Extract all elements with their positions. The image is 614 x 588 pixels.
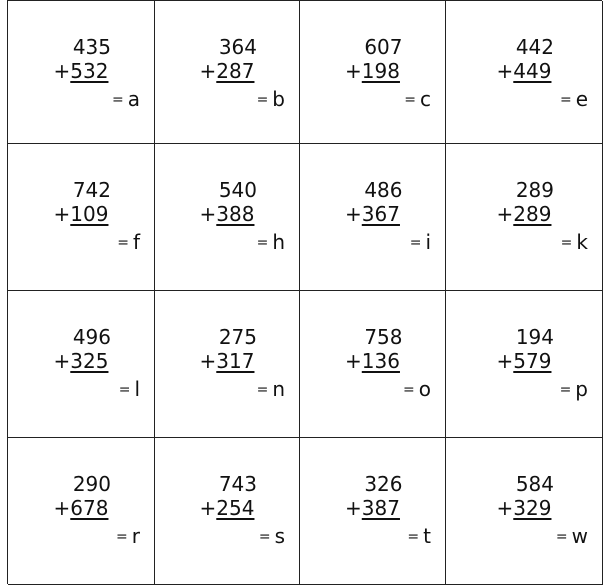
answer-letter: p <box>575 377 588 401</box>
addend-top: 743 <box>218 472 257 496</box>
addend-bottom-line <box>155 202 299 226</box>
addend-bottom: 579 <box>513 349 552 373</box>
plus-sign: + <box>53 59 71 83</box>
addend-top: 486 <box>364 178 403 202</box>
addition-problem <box>155 472 299 520</box>
addend-top: 275 <box>218 325 257 349</box>
addend-top: 442 <box>515 35 554 59</box>
equals-sign: = <box>559 92 572 108</box>
addition-problem <box>155 178 299 226</box>
addend-bottom: 109 <box>70 202 109 226</box>
plus-sign: + <box>496 496 514 520</box>
addend-top-line <box>446 35 602 59</box>
answer-letter: l <box>134 377 140 401</box>
answer-letter-label <box>407 524 431 549</box>
plus-sign: + <box>53 349 71 373</box>
addend-bottom: 678 <box>70 496 109 520</box>
addend-bottom: 317 <box>216 349 255 373</box>
problem-cell <box>446 291 603 438</box>
addend-bottom: 198 <box>361 59 400 83</box>
answer-letter-label <box>560 377 588 402</box>
addition-problem <box>155 325 299 373</box>
equals-sign: = <box>116 529 128 545</box>
problem-cell <box>155 438 300 585</box>
equals-sign: = <box>118 382 131 398</box>
answer-letter: e <box>575 87 588 111</box>
answer-letter: b <box>272 87 285 111</box>
problem-cell <box>300 144 446 291</box>
addend-top-line <box>300 35 445 59</box>
addend-top-line <box>155 325 299 349</box>
equals-sign: = <box>560 235 573 251</box>
plus-sign: + <box>496 349 514 373</box>
addend-top-line <box>155 472 299 496</box>
answer-letter: s <box>274 524 285 548</box>
addend-top-line <box>446 178 602 202</box>
addend-top-line <box>446 472 602 496</box>
problem-cell <box>446 144 603 291</box>
equals-sign: = <box>256 92 269 108</box>
answer-letter-label <box>257 87 285 112</box>
plus-sign: + <box>53 202 71 226</box>
addend-bottom: 254 <box>216 496 255 520</box>
addend-bottom-line <box>8 496 154 520</box>
problem-cell <box>8 1 155 144</box>
addend-top-line <box>155 35 299 59</box>
equals-sign: = <box>403 382 415 398</box>
answer-letter-label <box>117 230 140 255</box>
equals-sign: = <box>559 382 572 398</box>
addend-bottom-line <box>446 202 602 226</box>
plus-sign: + <box>199 202 217 226</box>
addend-bottom: 449 <box>513 59 552 83</box>
addend-bottom: 532 <box>70 59 109 83</box>
addend-bottom: 329 <box>513 496 552 520</box>
addition-problem <box>300 472 445 520</box>
problem-cell <box>300 438 446 585</box>
equals-sign: = <box>256 382 269 398</box>
addend-bottom: 367 <box>361 202 400 226</box>
equals-sign: = <box>407 529 420 545</box>
addend-bottom: 289 <box>513 202 552 226</box>
problem-cell <box>300 1 446 144</box>
addend-bottom-line <box>155 349 299 373</box>
addend-bottom: 287 <box>216 59 255 83</box>
answer-letter-label <box>404 87 431 112</box>
addend-top-line <box>8 325 154 349</box>
addend-top-line <box>300 325 445 349</box>
addend-top-line <box>446 325 602 349</box>
addend-bottom-line <box>300 202 445 226</box>
problem-cell <box>155 291 300 438</box>
addend-top: 194 <box>515 325 554 349</box>
plus-sign: + <box>496 59 514 83</box>
addition-problem <box>446 472 602 520</box>
addition-problem <box>8 325 154 373</box>
addend-top: 540 <box>218 178 257 202</box>
answer-letter: a <box>127 87 140 111</box>
equals-sign: = <box>256 235 269 251</box>
problem-cell <box>8 291 155 438</box>
answer-letter: o <box>418 377 431 401</box>
equals-sign: = <box>117 235 129 251</box>
addend-top: 584 <box>515 472 554 496</box>
equals-sign: = <box>112 92 124 108</box>
answer-letter: h <box>272 230 285 254</box>
addend-top: 758 <box>364 325 403 349</box>
addition-problem <box>300 325 445 373</box>
plus-sign: + <box>345 202 362 226</box>
answer-letter-label <box>119 377 140 402</box>
addition-problem <box>446 325 602 373</box>
addend-top: 326 <box>364 472 403 496</box>
addition-problem <box>300 178 445 226</box>
problem-cell <box>446 1 603 144</box>
answer-letter: k <box>576 230 588 254</box>
addition-problem <box>8 472 154 520</box>
addend-top-line <box>300 472 445 496</box>
addition-problem <box>446 178 602 226</box>
problem-cell <box>155 144 300 291</box>
addend-top: 290 <box>72 472 111 496</box>
equals-sign: = <box>258 529 271 545</box>
plus-sign: + <box>53 496 71 520</box>
addend-bottom-line <box>446 496 602 520</box>
answer-letter-label <box>257 377 285 402</box>
addition-problem <box>8 35 154 83</box>
answer-letter: n <box>272 377 285 401</box>
addend-top: 289 <box>515 178 554 202</box>
addend-bottom-line <box>155 496 299 520</box>
addition-problem <box>155 35 299 83</box>
addend-bottom-line <box>8 349 154 373</box>
plus-sign: + <box>199 496 217 520</box>
answer-letter-label <box>561 230 588 255</box>
plus-sign: + <box>345 349 362 373</box>
addend-top: 435 <box>72 35 111 59</box>
answer-letter-label <box>257 230 285 255</box>
addend-top-line <box>155 178 299 202</box>
addend-bottom: 388 <box>216 202 255 226</box>
addition-problem <box>446 35 602 83</box>
addend-top: 496 <box>72 325 111 349</box>
equals-sign: = <box>404 92 416 108</box>
problem-cell <box>8 144 155 291</box>
addend-bottom: 136 <box>361 349 400 373</box>
addition-problem <box>300 35 445 83</box>
addend-top-line <box>8 178 154 202</box>
addend-top-line <box>8 35 154 59</box>
answer-letter: f <box>132 230 140 254</box>
answer-letter-label <box>116 524 140 549</box>
addend-bottom-line <box>8 202 154 226</box>
addition-problem <box>8 178 154 226</box>
answer-letter: c <box>420 87 431 111</box>
equals-sign: = <box>409 235 422 251</box>
addend-bottom: 325 <box>70 349 109 373</box>
addend-bottom-line <box>300 496 445 520</box>
problem-cell <box>8 438 155 585</box>
plus-sign: + <box>199 349 217 373</box>
answer-letter: r <box>131 524 140 548</box>
addend-top: 364 <box>218 35 257 59</box>
addend-bottom-line <box>300 349 445 373</box>
plus-sign: + <box>345 496 362 520</box>
addend-bottom-line <box>446 59 602 83</box>
plus-sign: + <box>199 59 217 83</box>
addend-bottom: 387 <box>361 496 400 520</box>
addend-top: 607 <box>364 35 403 59</box>
answer-letter-label <box>556 524 588 549</box>
answer-letter-label <box>560 87 588 112</box>
answer-letter: w <box>571 524 588 548</box>
answer-letter: t <box>423 524 431 548</box>
addend-top: 742 <box>72 178 111 202</box>
plus-sign: + <box>496 202 514 226</box>
answer-letter-label <box>259 524 285 549</box>
addend-top-line <box>300 178 445 202</box>
addend-top-line <box>8 472 154 496</box>
addend-bottom-line <box>446 349 602 373</box>
addend-bottom-line <box>155 59 299 83</box>
answer-letter-label <box>403 377 431 402</box>
equals-sign: = <box>555 529 568 545</box>
addition-grid <box>7 0 602 584</box>
problem-cell <box>300 291 446 438</box>
problem-cell <box>446 438 603 585</box>
answer-letter-label <box>112 87 140 112</box>
answer-letter: i <box>425 230 431 254</box>
addend-bottom-line <box>300 59 445 83</box>
answer-letter-label <box>410 230 431 255</box>
addend-bottom-line <box>8 59 154 83</box>
plus-sign: + <box>345 59 362 83</box>
problem-cell <box>155 1 300 144</box>
